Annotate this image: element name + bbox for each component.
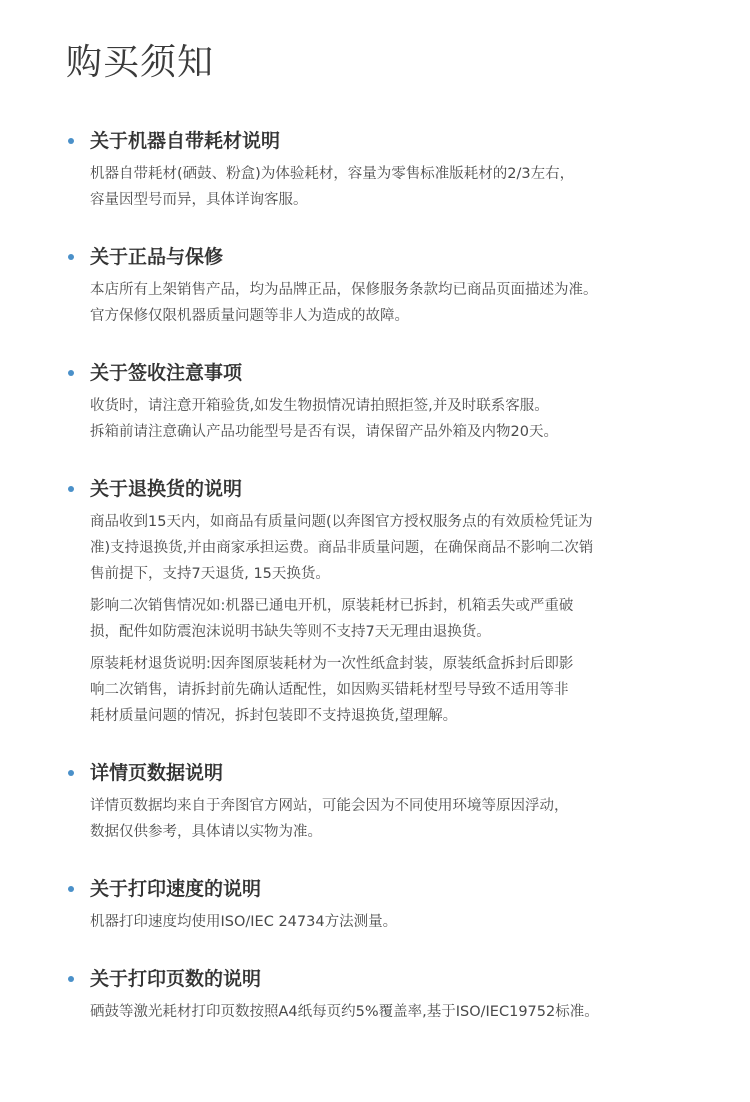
bullet-dot-icon [68, 254, 74, 260]
section-print-yield [66, 966, 690, 1025]
section-heading: 关于退换货的说明 [90, 478, 243, 500]
section-paragraph: 商品收到15天内，如商品有质量问题(以奔图官方授权服务点的有效质检凭证为 准)支持退换货,并由商家承担运费。商品非质量问题，在确保商品不影响二次销 售前提下，支持7天退货, 15天换货。 [90, 514, 594, 582]
section-paragraph: 硒鼓等激光耗材打印页数按照A4纸每页约5%覆盖率,基于ISO/IEC19752标准。 [90, 1004, 599, 1020]
page-title: 购买须知 [66, 42, 215, 83]
section-heading: 关于机器自带耗材说明 [90, 130, 281, 152]
bullet-dot-icon [68, 138, 74, 144]
section-bundled-consumables [66, 128, 690, 213]
section-paragraph: 详情页数据均来自于奔图官方网站，可能会因为不同使用环境等原因浮动， 数据仅供参考，具体请以实物为准。 [90, 798, 569, 840]
section-paragraph: 影响二次销售情况如:机器已通电开机，原装耗材已拆封，机箱丢失或严重破 损，配件如防震泡沫说明书缺失等则不支持7天无理由退换货。 [90, 598, 574, 640]
bullet-dot-icon [68, 370, 74, 376]
bullet-dot-icon [68, 976, 74, 982]
bullet-dot-icon [68, 486, 74, 492]
section-authenticity-warranty [66, 244, 690, 329]
section-delivery-notes [66, 360, 690, 445]
section-heading: 关于打印速度的说明 [90, 878, 262, 900]
section-returns-exchanges [66, 476, 690, 729]
section-paragraph: 本店所有上架销售产品，均为品牌正品，保修服务条款均已商品页面描述为准。 官方保修仅限机器质量问题等非人为造成的故障。 [90, 282, 598, 324]
section-paragraph: 收货时，请注意开箱验货,如发生物损情况请拍照拒签,并及时联系客服。 拆箱前请注意确认产品功能型号是否有误，请保留产品外箱及内物20天。 [90, 398, 558, 440]
section-heading: 详情页数据说明 [90, 762, 224, 784]
section-heading: 关于打印页数的说明 [90, 968, 262, 990]
section-paragraph: 机器打印速度均使用ISO/IEC 24734方法测量。 [90, 914, 398, 930]
section-heading: 关于正品与保修 [90, 246, 224, 268]
section-paragraph: 原装耗材退货说明:因奔图原装耗材为一次性纸盒封装，原装纸盒拆封后即影 响二次销售，请拆封前先确认适配性，如因购买错耗材型号导致不适用等非 耗材质量问题的情况，拆封包装即不支持退换货,望理解。 [90, 656, 574, 724]
section-detail-data [66, 760, 690, 845]
section-heading: 关于签收注意事项 [90, 362, 243, 384]
section-print-speed [66, 876, 690, 935]
section-paragraph: 机器自带耗材(硒鼓、粉盒)为体验耗材，容量为零售标准版耗材的2/3左右， 容量因型号而异，具体详询客服。 [90, 166, 575, 208]
bullet-dot-icon [68, 886, 74, 892]
bullet-dot-icon [68, 770, 74, 776]
